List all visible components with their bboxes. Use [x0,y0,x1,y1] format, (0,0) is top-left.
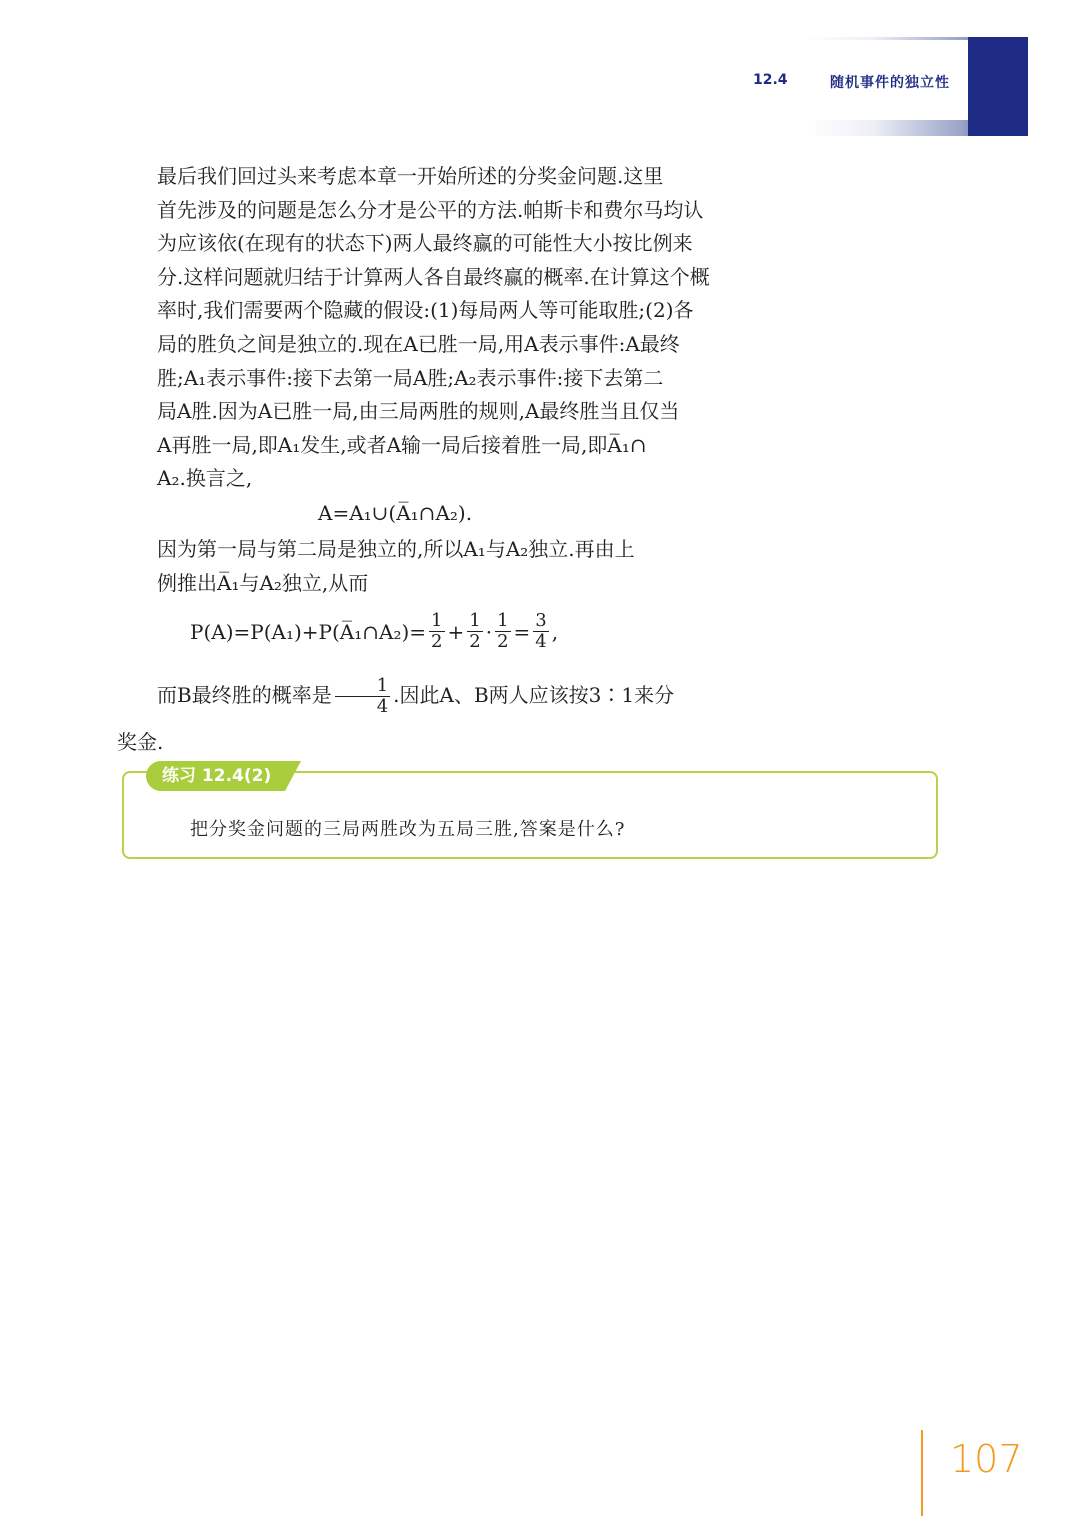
fraction [495,611,510,652]
text-line: 最后我们回过头来考虑本章一开始所述的分奖金问题.这里 [157,164,664,188]
page-number-rule [921,1430,923,1516]
fraction [533,611,548,652]
text-line: A₂.换言之, [157,466,253,491]
formula-end-punct: , [551,619,559,644]
text-segment: .因此A、B两人应该按3∶1来分 [393,683,675,707]
paragraph-conclusion-end: 奖金. [117,730,164,754]
exercise-question: 把分奖金问题的三局两胜改为五局三胜,答案是什么? [190,819,626,840]
paragraph-independence [117,533,713,600]
fraction [467,611,482,652]
formula-lhs: P(A)=P(A₁)+P(A̅₁∩A₂)= [190,619,427,644]
fraction-numerator: 1 [431,610,443,631]
exercise-tab-label: 练习 12.4(2) [146,761,285,791]
fraction-numerator: 3 [535,610,547,631]
page-number: 107 [950,1437,1023,1481]
fraction [335,676,390,717]
formula-event-decomposition: A=A₁∪(A̅₁∩A₂). [318,501,473,525]
paragraph-conclusion [117,676,713,717]
fraction-denominator: 2 [431,631,443,652]
fraction-numerator: 1 [335,676,390,697]
formula-probability [190,611,558,652]
fraction-denominator: 4 [535,631,547,652]
text-line: 为应该依(在现有的状态下)两人最终赢的可能性大小按比例来 [157,231,693,256]
text-line: A再胜一局,即A₁发生,或者A输一局后接着胜一局,即A̅₁∩ [157,432,647,457]
text-line: 例推出A̅₁与A₂独立,从而 [157,570,369,595]
text-line: 局的胜负之间是独立的.现在A已胜一局,用A表示事件:A最终 [157,331,680,356]
header-blue-tab [968,37,1028,136]
fraction-numerator: 1 [497,610,509,631]
paragraph-intro [117,160,713,496]
fraction [429,611,444,652]
equals-sign: = [513,619,531,644]
section-title: 随机事件的独立性 [830,75,950,91]
dot-operator: · [485,619,493,644]
fraction-denominator: 4 [376,696,389,717]
section-number: 12.4 [753,72,788,88]
fraction-denominator: 2 [497,631,509,652]
text-line: 局A胜.因为A已胜一局,由三局两胜的规则,A最终胜当且仅当 [157,399,680,424]
text-line: 因为第一局与第二局是独立的,所以A₁与A₂独立.再由上 [157,537,635,561]
text-line: 率时,我们需要两个隐藏的假设:(1)每局两人等可能取胜;(2)各 [157,298,694,323]
fraction-denominator: 2 [469,631,481,652]
plus-sign: + [447,619,465,644]
fraction-numerator: 1 [469,610,481,631]
text-segment: 而B最终胜的概率是 [157,683,332,707]
text-line: 首先涉及的问题是怎么分才是公平的方法.帕斯卡和费尔马均认 [157,197,704,222]
text-line: 胜;A₁表示事件:接下去第一局A胜;A₂表示事件:接下去第二 [157,365,664,390]
text-line: 分.这样问题就归结于计算两人各自最终赢的概率.在计算这个概 [157,264,710,289]
